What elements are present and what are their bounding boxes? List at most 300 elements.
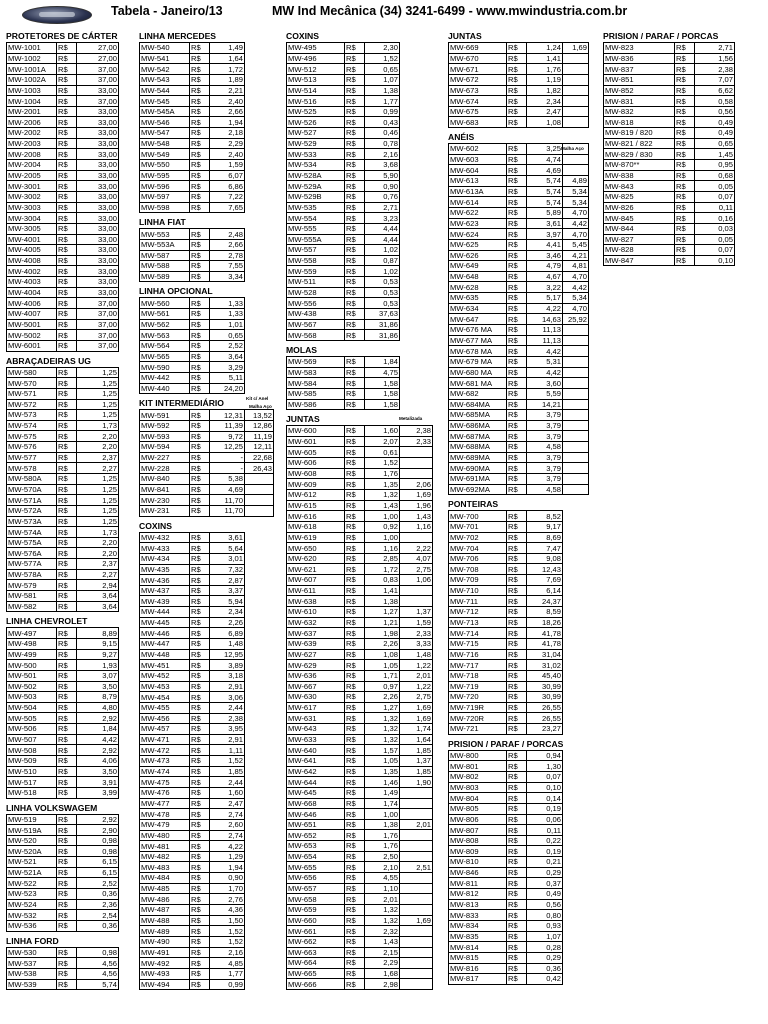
price-alt: 1,06	[400, 575, 433, 586]
price: 0,10	[527, 782, 563, 793]
price: 7,69	[527, 575, 563, 586]
table-row	[140, 553, 245, 564]
table-row	[7, 724, 119, 735]
currency: R$	[190, 319, 210, 330]
price: 3,97	[527, 229, 563, 240]
price: 4,69	[527, 165, 563, 176]
currency: R$	[190, 309, 210, 320]
product-code: MW-831	[604, 96, 675, 107]
table-row	[287, 277, 400, 288]
product-code: MW-687MA	[449, 431, 507, 442]
product-code: MW-543	[140, 74, 190, 85]
currency: R$	[190, 809, 210, 820]
price-alt: 4,81	[563, 261, 589, 272]
currency: R$	[57, 601, 77, 612]
price: 2,90	[77, 825, 119, 836]
price: 8,79	[77, 692, 119, 703]
table-row	[287, 628, 433, 639]
price: 4,85	[210, 958, 245, 969]
product-code: MW-586	[287, 399, 345, 410]
price: 1,25	[77, 473, 119, 484]
table-row	[449, 314, 589, 325]
table-row	[287, 830, 433, 841]
currency: R$	[190, 660, 210, 671]
price-table	[448, 510, 563, 734]
table-row	[449, 346, 589, 357]
product-code: MW-547	[140, 128, 190, 139]
currency: R$	[190, 979, 210, 990]
table-row	[140, 596, 245, 607]
price: 1,07	[527, 931, 563, 942]
table-row	[449, 553, 563, 564]
product-code: MW-720	[449, 692, 507, 703]
currency: R$	[345, 85, 365, 96]
price-alt	[400, 873, 433, 884]
currency: R$	[190, 958, 210, 969]
price-alt: 1,22	[400, 681, 433, 692]
currency: R$	[675, 96, 695, 107]
currency: R$	[57, 160, 77, 171]
table-row	[287, 213, 400, 224]
currency: R$	[345, 223, 365, 234]
price-alt: 1,22	[400, 660, 433, 671]
table-row	[449, 617, 563, 628]
table-row	[140, 452, 274, 463]
product-code: MW-530	[7, 947, 57, 958]
table-row	[287, 181, 400, 192]
product-code: MW-680 MA	[449, 367, 507, 378]
product-code: MW-622	[449, 207, 507, 218]
product-code: MW-553A	[140, 239, 190, 250]
price-alt	[245, 505, 274, 516]
product-code: MW-537	[7, 958, 57, 969]
price: 5,74	[527, 186, 563, 197]
price-alt	[245, 495, 274, 506]
price: 1,25	[77, 495, 119, 506]
product-code: MW-3001	[7, 181, 57, 192]
price: 1,76	[365, 841, 400, 852]
product-code: MW-539	[7, 979, 57, 990]
price: 0,78	[365, 138, 400, 149]
currency: R$	[190, 410, 210, 421]
product-code: MW-657	[287, 883, 345, 894]
price-section	[6, 616, 119, 798]
currency: R$	[507, 724, 527, 735]
product-code: MW-660	[287, 915, 345, 926]
product-code: MW-528	[287, 287, 345, 298]
product-code: MW-691MA	[449, 473, 507, 484]
table-row	[287, 128, 400, 139]
price: 3,61	[527, 218, 563, 229]
currency: R$	[57, 777, 77, 788]
price-alt: 4,70	[563, 303, 589, 314]
currency: R$	[507, 43, 527, 54]
price: 33,00	[77, 213, 119, 224]
currency: R$	[57, 702, 77, 713]
product-code: MW-569	[287, 356, 345, 367]
currency: R$	[345, 564, 365, 575]
price: 0,19	[527, 803, 563, 814]
table-row	[7, 277, 119, 288]
price: 2,27	[77, 569, 119, 580]
price-section	[286, 414, 433, 990]
product-code: MW-600	[287, 426, 345, 437]
price-alt: 5,34	[563, 186, 589, 197]
product-code: MW-230	[140, 495, 190, 506]
price: 3,07	[77, 670, 119, 681]
product-code: MW-710	[449, 585, 507, 596]
product-code: MW-512	[287, 64, 345, 75]
price: 2,40	[210, 96, 245, 107]
product-code: MW-825	[604, 191, 675, 202]
price: 3,68	[365, 160, 400, 171]
currency: R$	[507, 356, 527, 367]
table-row	[7, 702, 119, 713]
product-code: MW-700	[449, 511, 507, 522]
price: 1,85	[210, 766, 245, 777]
currency: R$	[345, 330, 365, 341]
price-alt	[563, 165, 589, 176]
price: 12,31	[210, 410, 245, 421]
table-row	[140, 936, 245, 947]
table-row	[140, 484, 274, 495]
currency: R$	[57, 867, 77, 878]
table-row	[287, 596, 433, 607]
price: 5,59	[527, 388, 563, 399]
table-row	[140, 362, 245, 373]
price: 1,27	[365, 702, 400, 713]
table-row	[449, 176, 589, 187]
price: 0,49	[695, 117, 735, 128]
currency: R$	[345, 96, 365, 107]
table-row	[140, 431, 274, 442]
price-table	[139, 532, 245, 991]
price: 3,61	[210, 532, 245, 543]
price: 0,97	[365, 681, 400, 692]
table-row	[140, 202, 245, 213]
currency: R$	[345, 138, 365, 149]
table-row	[7, 910, 119, 921]
price: 1,52	[210, 756, 245, 767]
product-code: MW-634	[449, 303, 507, 314]
product-code: MW-832	[604, 106, 675, 117]
product-code: MW-576A	[7, 548, 57, 559]
currency: R$	[507, 649, 527, 660]
currency: R$	[507, 106, 527, 117]
currency: R$	[507, 793, 527, 804]
price: 1,25	[77, 505, 119, 516]
price: 37,00	[77, 64, 119, 75]
price: 11,70	[210, 495, 245, 506]
price: 33,00	[77, 191, 119, 202]
product-code: MW-652	[287, 830, 345, 841]
table-row	[7, 670, 119, 681]
product-code: MW-815	[449, 952, 507, 963]
product-code: MW-578	[7, 463, 57, 474]
section-title: LINHA MERCEDES	[139, 31, 217, 41]
product-code: MW-821 / 822	[604, 138, 675, 149]
table-row	[449, 484, 589, 495]
currency: R$	[190, 229, 210, 240]
product-code: MW-485	[140, 883, 190, 894]
price: 31,02	[527, 660, 563, 671]
product-code: MW-802	[449, 772, 507, 783]
product-code: MW-664	[287, 958, 345, 969]
price: 0,05	[695, 181, 735, 192]
currency: R$	[190, 383, 210, 394]
price: 0,83	[365, 575, 400, 586]
price: 2,34	[527, 96, 563, 107]
currency: R$	[345, 894, 365, 905]
price: 2,29	[365, 958, 400, 969]
product-code: MW-676 MA	[449, 325, 507, 336]
price: 4,79	[527, 261, 563, 272]
price-alt	[563, 154, 589, 165]
table-row	[449, 356, 589, 367]
table-row	[449, 218, 589, 229]
price: 5,90	[365, 170, 400, 181]
price: 2,47	[210, 798, 245, 809]
table-row	[140, 841, 245, 852]
currency: R$	[190, 936, 210, 947]
price: 37,63	[365, 309, 400, 320]
price: 3,50	[77, 681, 119, 692]
price-section	[286, 31, 433, 341]
price: 2,98	[365, 979, 400, 990]
price: 2,10	[365, 862, 400, 873]
currency: R$	[507, 814, 527, 825]
price-alt	[400, 883, 433, 894]
table-row	[140, 463, 274, 474]
table-row	[7, 96, 119, 107]
table-row	[287, 468, 433, 479]
price: 1,77	[210, 968, 245, 979]
product-code: MW-4003	[7, 277, 57, 288]
price: 2,38	[695, 64, 735, 75]
price: 2,74	[210, 830, 245, 841]
currency: R$	[190, 724, 210, 735]
currency: R$	[190, 452, 210, 463]
table-row	[7, 580, 119, 591]
product-code: MW-665	[287, 968, 345, 979]
currency: R$	[57, 857, 77, 868]
table-row	[140, 670, 245, 681]
price: 2,30	[365, 43, 400, 54]
price: 1,24	[527, 43, 563, 54]
table-row	[7, 330, 119, 341]
price-alt	[563, 452, 589, 463]
product-code: MW-510	[7, 766, 57, 777]
table-row	[7, 979, 119, 990]
table-row	[287, 202, 400, 213]
currency: R$	[345, 117, 365, 128]
price: 2,91	[210, 681, 245, 692]
currency: R$	[675, 223, 695, 234]
currency: R$	[345, 266, 365, 277]
table-row	[287, 926, 433, 937]
currency: R$	[57, 516, 77, 527]
table-row	[140, 474, 274, 485]
table-row	[7, 920, 119, 931]
table-row	[7, 53, 119, 64]
price: 8,52	[527, 511, 563, 522]
table-row	[140, 766, 245, 777]
price: 2,20	[77, 548, 119, 559]
currency: R$	[345, 841, 365, 852]
product-code: MW-598	[140, 202, 190, 213]
table-row	[449, 271, 589, 282]
currency: R$	[675, 106, 695, 117]
price: 2,52	[210, 341, 245, 352]
currency: R$	[507, 846, 527, 857]
price-alt	[400, 830, 433, 841]
price: 1,56	[695, 53, 735, 64]
price: 3,64	[77, 601, 119, 612]
price: 7,65	[210, 202, 245, 213]
table-row	[140, 745, 245, 756]
price: 2,60	[210, 819, 245, 830]
table-row	[449, 532, 563, 543]
currency: R$	[190, 777, 210, 788]
currency: R$	[507, 229, 527, 240]
price-alt: 1,16	[400, 521, 433, 532]
table-row	[7, 591, 119, 602]
table-row	[287, 692, 433, 703]
table-row	[604, 170, 735, 181]
currency: R$	[345, 511, 365, 522]
currency: R$	[57, 745, 77, 756]
currency: R$	[57, 670, 77, 681]
price: 5,74	[527, 197, 563, 208]
price: 1,58	[365, 388, 400, 399]
table-row	[140, 53, 245, 64]
product-code: MW-591	[140, 410, 190, 421]
price: 1,77	[365, 96, 400, 107]
product-code: MW-478	[140, 809, 190, 820]
table-row	[449, 229, 589, 240]
price: 11,13	[527, 335, 563, 346]
product-code: MW-495	[287, 43, 345, 54]
product-code: MW-593	[140, 431, 190, 442]
table-row	[287, 798, 433, 809]
price-section	[6, 803, 119, 932]
price: 0,53	[365, 277, 400, 288]
price: 1,76	[527, 64, 563, 75]
product-code: MW-455	[140, 702, 190, 713]
product-code: MW-5002	[7, 330, 57, 341]
currency: R$	[57, 223, 77, 234]
currency: R$	[345, 436, 365, 447]
price-table	[448, 750, 563, 985]
product-code: MW-639	[287, 638, 345, 649]
currency: R$	[57, 766, 77, 777]
product-code: MW-655	[287, 862, 345, 873]
currency: R$	[190, 351, 210, 362]
table-row	[140, 64, 245, 75]
product-code: MW-638	[287, 596, 345, 607]
price-alt	[563, 399, 589, 410]
currency: R$	[507, 942, 527, 953]
currency: R$	[57, 878, 77, 889]
price: 1,29	[210, 851, 245, 862]
price: 0,56	[527, 899, 563, 910]
product-code: MW-498	[7, 638, 57, 649]
product-code: MW-692MA	[449, 484, 507, 495]
price: 6,89	[210, 628, 245, 639]
product-code: MW-806	[449, 814, 507, 825]
product-code: MW-454	[140, 692, 190, 703]
price: 2,44	[210, 702, 245, 713]
currency: R$	[345, 447, 365, 458]
currency: R$	[57, 245, 77, 256]
currency: R$	[190, 543, 210, 554]
table-row	[7, 223, 119, 234]
product-code: MW-486	[140, 894, 190, 905]
price: 4,67	[527, 271, 563, 282]
product-code: MW-592	[140, 420, 190, 431]
price-alt: 4,70	[563, 207, 589, 218]
currency: R$	[57, 255, 77, 266]
table-row	[449, 564, 563, 575]
price: 0,07	[695, 191, 735, 202]
table-row	[287, 85, 400, 96]
table-row	[140, 420, 274, 431]
price: 1,25	[77, 388, 119, 399]
price-alt: 1,90	[400, 777, 433, 788]
price: 1,00	[365, 532, 400, 543]
price: 5,89	[527, 207, 563, 218]
table-row	[140, 915, 245, 926]
currency: R$	[507, 271, 527, 282]
table-row	[287, 681, 433, 692]
product-code: MW-557	[287, 245, 345, 256]
currency: R$	[190, 628, 210, 639]
price: 5,31	[527, 356, 563, 367]
table-row	[449, 154, 589, 165]
table-row	[604, 160, 735, 171]
product-code: MW-516	[287, 96, 345, 107]
price: 1,49	[365, 787, 400, 798]
currency: R$	[675, 202, 695, 213]
currency: R$	[345, 64, 365, 75]
price: 0,99	[210, 979, 245, 990]
table-row	[140, 809, 245, 820]
price: 4,22	[210, 841, 245, 852]
product-code: MW-594	[140, 442, 190, 453]
product-code: MW-614	[449, 197, 507, 208]
currency: R$	[675, 213, 695, 224]
currency: R$	[345, 851, 365, 862]
currency: R$	[345, 883, 365, 894]
table-row	[287, 851, 433, 862]
table-row	[604, 106, 735, 117]
currency: R$	[675, 181, 695, 192]
table-row	[287, 489, 433, 500]
price: 0,76	[365, 191, 400, 202]
product-code: MW-607	[287, 575, 345, 586]
currency: R$	[57, 825, 77, 836]
table-row	[287, 649, 433, 660]
price: 27,00	[77, 43, 119, 54]
currency: R$	[507, 239, 527, 250]
table-row	[7, 947, 119, 958]
currency: R$	[345, 915, 365, 926]
price-alt	[400, 798, 433, 809]
table-row	[7, 117, 119, 128]
product-code: MW-627	[287, 649, 345, 660]
currency: R$	[190, 915, 210, 926]
product-code: MW-4007	[7, 309, 57, 320]
